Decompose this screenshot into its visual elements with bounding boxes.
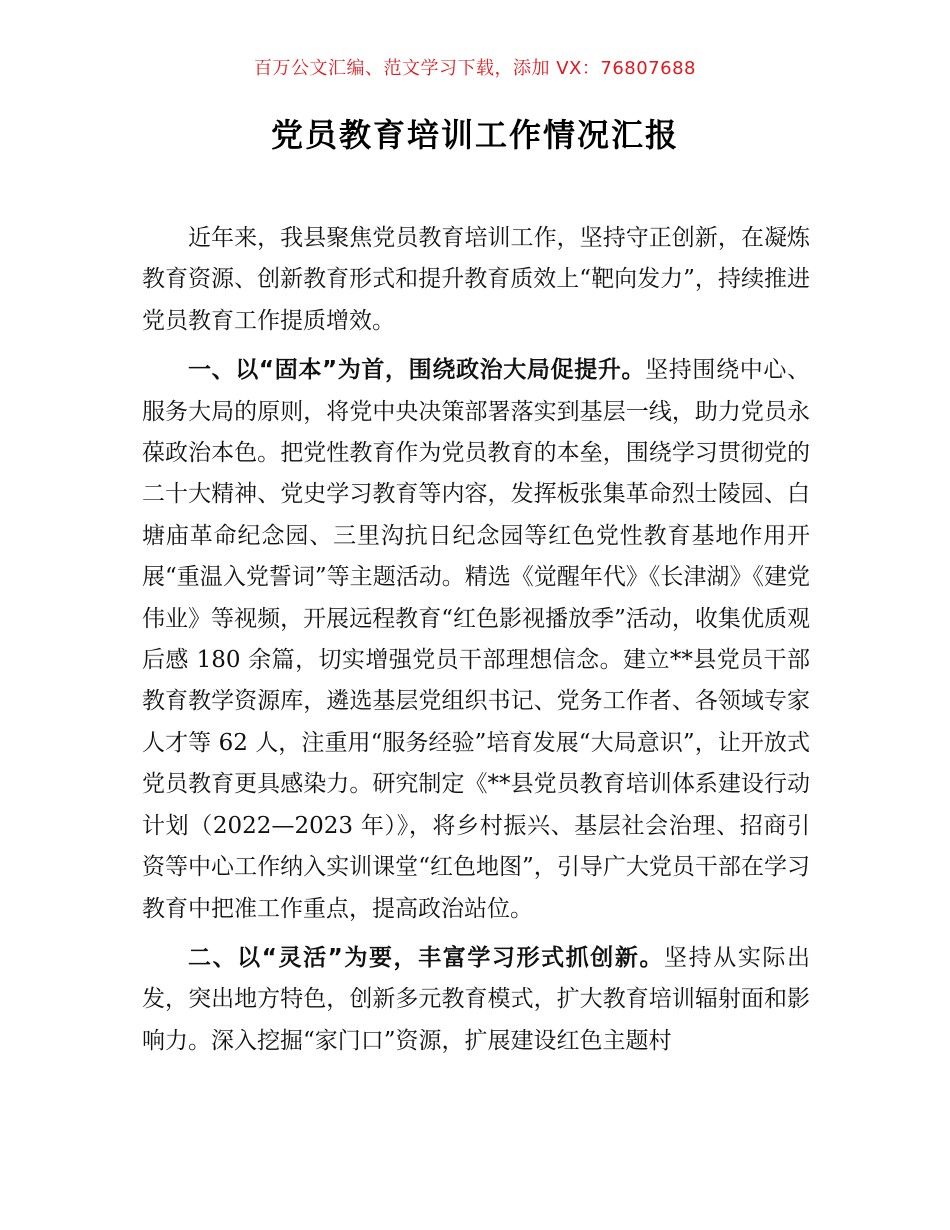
document-body xyxy=(142,218,810,1070)
intro-paragraph xyxy=(142,218,810,342)
section-one-paragraph xyxy=(142,350,810,930)
paragraph-text: 近年来，我县聚焦党员教育培训工作，坚持守正创新，在凝炼教育资源、创新教育形式和提升教育质效上“靶向发力”，持续推进党员教育工作提质增效。 xyxy=(142,225,810,334)
section-heading: 一、以“固本”为首，围绕政治大局促提升。 xyxy=(188,357,646,384)
section-heading: 二、以“灵活”为要，丰富学习形式抓创新。 xyxy=(188,944,665,971)
document-title: 党员教育培训工作情况汇报 xyxy=(270,116,679,154)
paragraph-text: 坚持围绕中心、服务大局的原则，将党中央决策部署落实到基层一线，助力党员永葆政治本色。把党性教育作为党员教育的本垒，围绕学习贯彻党的二十大精神、党史学习教育等内容，发挥板张集革命烈士陵园、白塘庙革命纪念园、三里沟抗日纪念园等红色党性教育基地作用开展“重温入党誓词”等主题活动。精选《觉醒年代》《长津湖》《建党伟业》等视频，开展远程教育“红色影视播放季”活动，收集优质观后感 180 余篇，切实增强党员干部理想信念。建立**县党员干部教育教学资源库，遴选基层党组织书记、党务工作者、各领域专家人才等 62 人，注重用“服务经验”培育发展“大局意识”，让开放式党员教育更具感染力。研究制定《**县党员教育培训体系建设行动计划（2022—2023 年）》，将乡村振兴、基层社会治理、招商引资等中心工作纳入实训课堂“红色地图”，引导广大党员干部在学习教育中把准工作重点，提高政治站位。 xyxy=(142,357,811,922)
section-two-paragraph xyxy=(142,938,810,1062)
paragraph-text: 坚持从实际出发，突出地方特色，创新多元教育模式，扩大教育培训辐射面和影响力。深入挖掘“家门口”资源，扩展建设红色主题村 xyxy=(142,944,811,1054)
header-banner: 百万公文汇编、范文学习下载，添加 VX：76807688 xyxy=(254,58,696,79)
